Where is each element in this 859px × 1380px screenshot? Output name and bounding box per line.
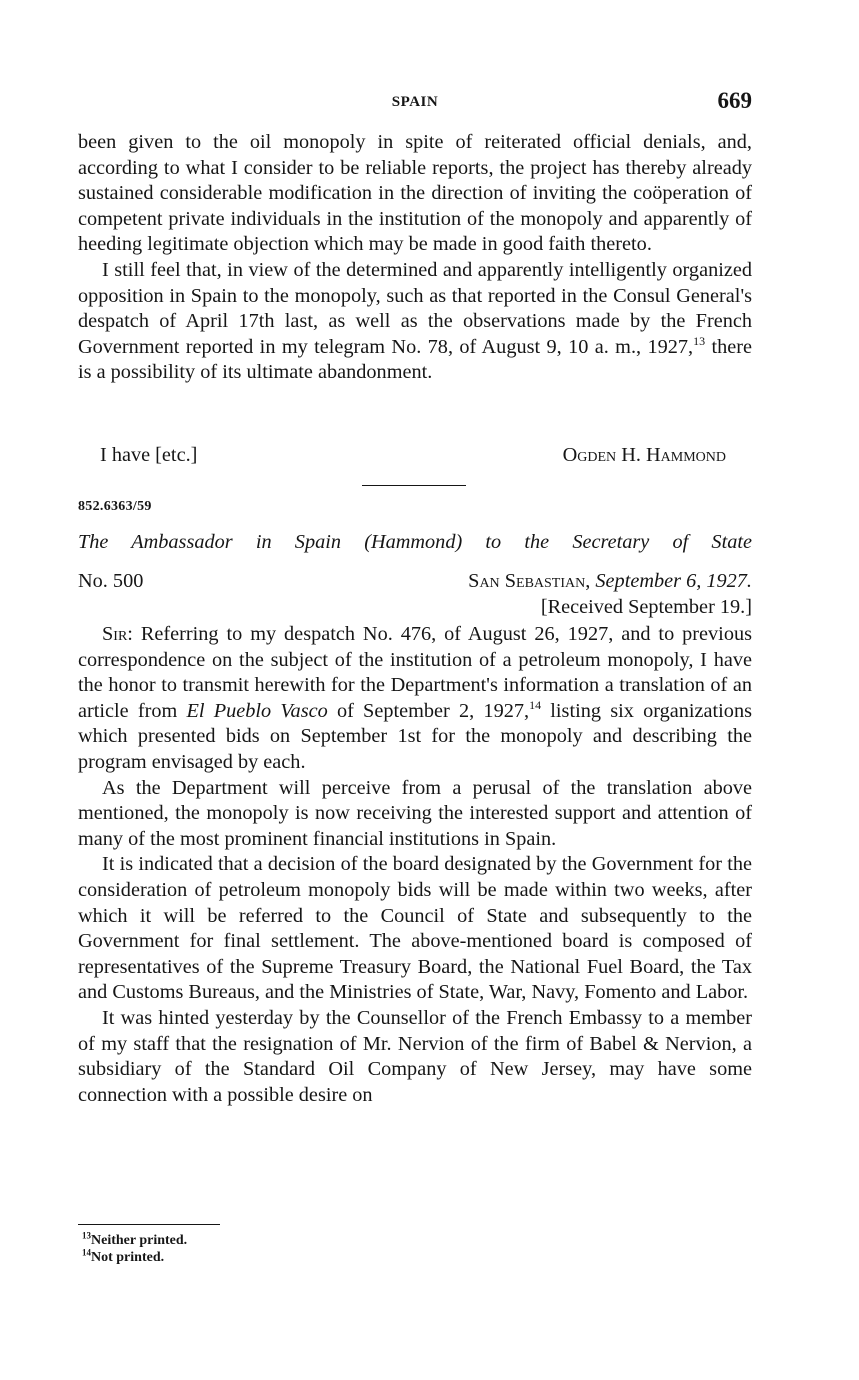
section-divider (362, 485, 466, 486)
newspaper-title: El Pueblo Vasco (186, 699, 328, 722)
footnote-13-text: Neither printed. (91, 1233, 188, 1248)
paragraph-hinted: It was hinted yesterday by the Counsellor of the French Embassy to a member of my staff that the resignation of Mr. Nervion of the firm of Babel & Nervion, a subsidiary of the Standard Oil Company of New Jersey, may have some connection with a possible desire on (78, 1006, 752, 1106)
running-head-title: SPAIN (391, 94, 439, 110)
footnote-ref-13: 13 (693, 333, 706, 348)
dateline-row (78, 570, 752, 596)
paragraph-referring (78, 622, 752, 776)
closing-formula: I have [etc.] (100, 444, 198, 466)
despatch-number: No. 500 (78, 570, 144, 592)
closing-line (100, 443, 752, 469)
dateline-date: September 6, 1927. (595, 570, 752, 592)
footnotes (82, 1232, 187, 1266)
paragraph-referring-part2: of September 2, 1927, (327, 699, 530, 722)
paragraph-opposition (78, 258, 752, 386)
paragraph-referring-part1: Referring to my despatch No. 476, of August 26, 1927, and to previous correspondence on the subject of the institution of a petroleum monopoly, I have the honor to transmit herewith for the Department's information a translation of an article from (78, 623, 752, 722)
paragraph-perusal: As the Department will perceive from a perusal of the translation above mentioned, the monopoly is now receiving the interested support and attention of many of the most prominent financial institutions in Spain. (78, 776, 752, 850)
footnote-14-text: Not printed. (91, 1250, 165, 1265)
file-number: 852.6363/59 (78, 499, 152, 514)
received-note: [Received September 19.] (540, 596, 752, 618)
paragraph-continued: been given to the oil monopoly in spite of reiterated official denials, and, according to what I consider to be reliable reports, the project has thereby already sustained considerable modification in the direction of inviting the coöperation of competent private individuals in the institution of the monopoly and apparently of heeding legitimate objection which may be made in good faith thereto. (78, 131, 752, 256)
paragraph-opposition-text: I still feel that, in view of the determined and apparently intelligently organized opposition in Spain to the monopoly, such as that reported in the Consul General's despatch of April 17th last, as well as the observations made by the French Government reported in my telegram No. 78, of August 9, 10 a. m., 1927, (78, 258, 752, 358)
signature: Ogden H. Hammond (562, 444, 726, 466)
dateline-place: San Sebastian, (468, 570, 591, 592)
footnote-divider (78, 1224, 220, 1225)
paragraph-board: It is indicated that a decision of the board designated by the Government for the consideration of petroleum monopoly bids will be made within two weeks, after which it will be referred to the Council of State and subsequently to the Government for final settlement. The above-mentioned board is composed of representatives of the Supreme Treasury Board, the National Fuel Board, the Tax and Customs Bureaus, and the Ministries of State, War, Navy, Fomento and Labor. (78, 853, 752, 1004)
page-number: 669 (717, 88, 752, 113)
letter-body (78, 622, 752, 1108)
running-head (78, 88, 752, 118)
footnote-13-marker: 13 (82, 1230, 91, 1241)
footnote-13 (82, 1232, 187, 1249)
footnote-14 (82, 1249, 187, 1266)
footnote-14-marker: 14 (82, 1247, 91, 1258)
salutation: Sir: (102, 623, 133, 645)
paragraph-referring-part3: listing six organizations which presented bids on September 1st for the monopoly and describing the program envisaged by each. (78, 699, 752, 773)
document-heading: The Ambassador in Spain (Hammond) to the Secretary of State (78, 531, 752, 553)
continued-text (78, 130, 752, 386)
footnote-ref-14: 14 (529, 698, 542, 713)
dateline (468, 570, 752, 593)
paragraph-opposition-tail: there is a possibility of its ultimate abandonment. (78, 335, 752, 384)
